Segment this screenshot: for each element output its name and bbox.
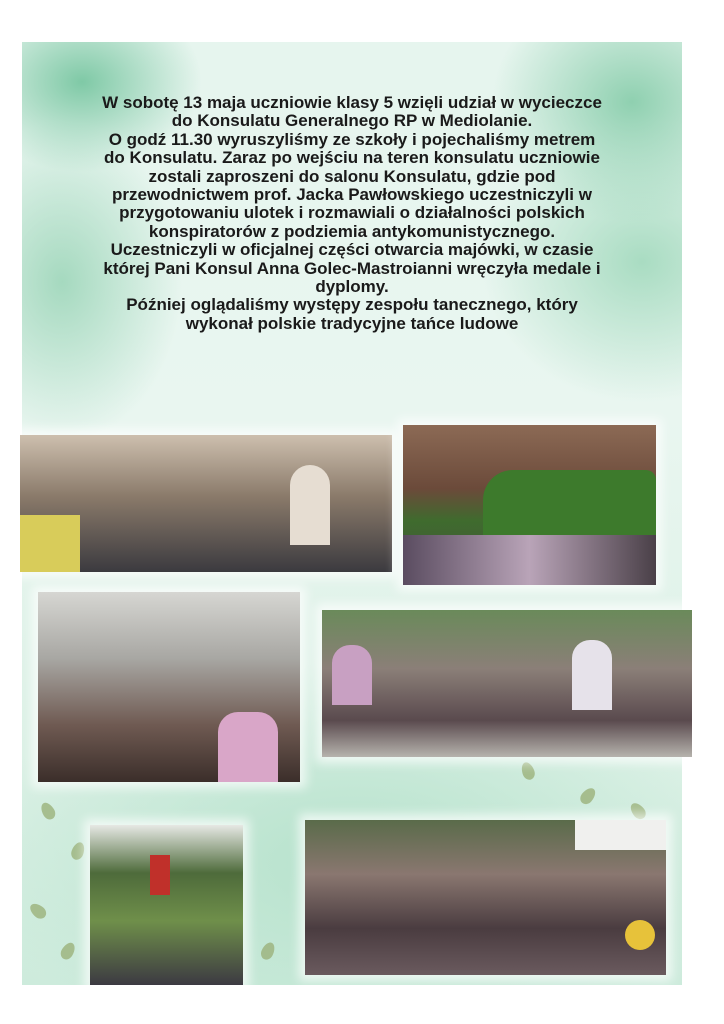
- text-line: dyplomy.: [315, 277, 389, 297]
- text-line: Uczestniczyli w oficjalnej części otwarcia majówki, w czasie: [110, 240, 594, 260]
- text-line: przygotowaniu ulotek i rozmawiali o działalności polskich: [119, 203, 585, 223]
- photo-consulate-salon: [20, 435, 392, 572]
- text-line: W sobotę 13 maja uczniowie klasy 5 wzięli udział w wycieczce: [102, 93, 602, 112]
- text-line: do Konsulatu. Zaraz po wejściu na teren konsulatu uczniowie: [104, 148, 600, 168]
- text-line: Później oglądaliśmy występy zespołu tanecznego, który: [126, 295, 578, 315]
- leaf-decoration: [628, 800, 649, 822]
- article-text: [22, 94, 682, 333]
- photo-audience-crowd: [305, 820, 666, 975]
- leaf-decoration: [58, 940, 77, 962]
- leaf-decoration: [259, 940, 277, 961]
- leaf-decoration: [38, 800, 57, 822]
- text-line: przewodnictwem prof. Jacka Pawłowskiego uczestniczyli w: [112, 185, 592, 205]
- photo-folk-dance-show: [90, 825, 243, 985]
- leaf-decoration: [519, 760, 536, 781]
- text-line: O godź 11.30 wyruszyliśmy ze szkoły i pojechaliśmy metrem: [108, 129, 596, 149]
- leaf-decoration: [27, 901, 49, 922]
- text-line: konspiratorów z podziemia antykomunistycznego.: [148, 221, 556, 241]
- text-line: której Pani Konsul Anna Golec-Mastroianni wręczyła medale i: [103, 258, 601, 278]
- text-line: zostali zaproszeni do salonu Konsulatu, gdzie pod: [148, 166, 556, 186]
- photo-consulate-garden-gate: [403, 425, 656, 585]
- text-line: do Konsulatu Generalnego RP w Mediolanie.: [171, 111, 533, 131]
- text-line: wykonał polskie tradycyjne tańce ludowe: [185, 313, 519, 333]
- photo-students-group: [322, 610, 692, 757]
- photo-metro-ride: [38, 592, 300, 782]
- leaf-decoration: [578, 785, 599, 807]
- leaf-decoration: [69, 840, 86, 861]
